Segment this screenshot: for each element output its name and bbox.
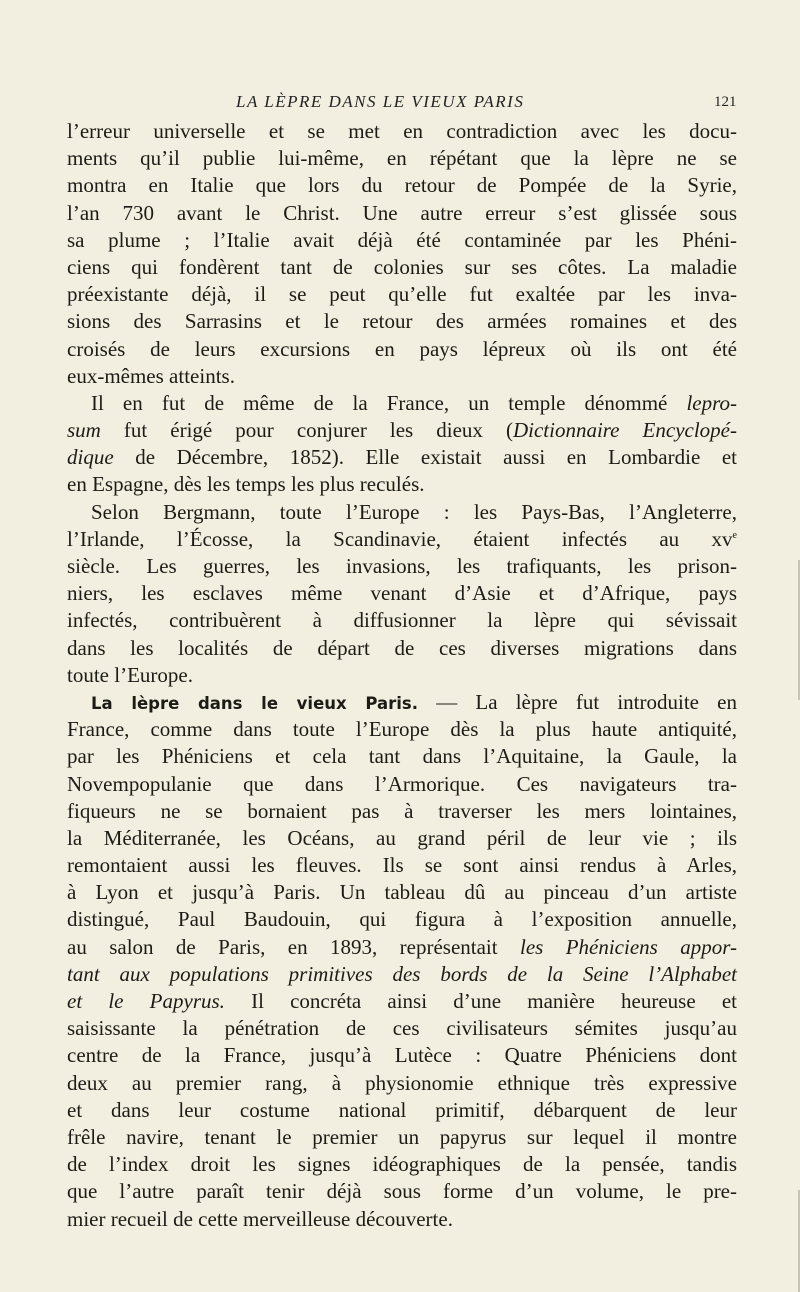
- text-line: infectés, contribuèrent à diffusionner la lèpre qui sévissait: [67, 608, 737, 633]
- text-line: mier recueil de cette merveilleuse découverte.: [67, 1206, 453, 1231]
- text-line: distingué, Paul Baudouin, qui figura à l’exposition annuelle,: [67, 907, 737, 932]
- text-run: de Décembre, 1852). Elle existait aussi en Lombardie et: [113, 445, 737, 470]
- text-line: fiqueurs ne se bornaient pas à traverser les mers lointaines,: [67, 798, 737, 823]
- italic-reference: dique: [67, 445, 114, 470]
- text-line: [67, 444, 737, 471]
- text-line: l’erreur universelle et se met en contradiction avec les docu-: [67, 119, 737, 143]
- text-line: Novempopulanie que dans l’Armorique. Ces navigateurs tra-: [67, 771, 737, 796]
- text-line: centre de la France, jusqu’à Lutèce : Quatre Phéniciens dont: [67, 1043, 737, 1068]
- text-line: eux-mêmes atteints.: [67, 363, 235, 388]
- text-line: montra en Italie que lors du retour de Pompée de la Syrie,: [67, 173, 737, 198]
- text-line: sions des Sarrasins et le retour des armées romaines et des: [67, 309, 737, 334]
- text-line: sa plume ; l’Italie avait déjà été contaminée par les Phéni-: [67, 227, 737, 252]
- text-run: fut érigé pour conjurer les dieux (: [100, 418, 513, 443]
- body-text: [67, 118, 737, 1233]
- text-line: remontaient aussi les fleuves. Ils se sont ainsi rendus à Arles,: [67, 853, 737, 878]
- text-line: l’an 730 avant le Christ. Une autre erreur s’est glissée sous: [67, 200, 737, 225]
- italic-reference: Dictionnaire Encyclopé-: [512, 418, 737, 443]
- text-line: préexistante déjà, il se peut qu’elle fut exaltée par les inva-: [67, 282, 737, 307]
- text-run: Il concréta ainsi d’une manière heureuse et: [224, 989, 737, 1013]
- text-line: à Lyon et jusqu’à Paris. Un tableau dû au pinceau d’un artiste: [67, 880, 737, 905]
- text-line: ments qu’il publie lui-même, en répétant que la lèpre ne se: [67, 146, 737, 171]
- text-line: dans les localités de départ de ces diverses migrations dans: [67, 635, 737, 660]
- text-line: [67, 934, 737, 961]
- text-line: en Espagne, dès les temps les plus reculés.: [67, 472, 425, 497]
- century-superscript: e: [732, 529, 737, 541]
- italic-term: lepro-: [686, 390, 737, 415]
- text-line: toute l’Europe.: [67, 662, 193, 687]
- text-line: ciens qui fondèrent tant de colonies sur ses côtes. La maladie: [67, 254, 737, 279]
- text-line: saisissante la pénétration de ces civilisateurs sémites jusqu’au: [67, 1016, 737, 1041]
- text-run: l’Irlande, l’Écosse, la Scandinavie, étaient infectés au xv: [67, 526, 733, 551]
- text-run: — La lèpre fut introduite en: [418, 689, 737, 714]
- text-line: que l’autre paraît tenir déjà sous forme d’un volume, le pre-: [67, 1179, 737, 1204]
- running-title: LA LÈPRE DANS LE VIEUX PARIS: [236, 92, 525, 111]
- text-line: [67, 689, 737, 716]
- text-line: croisés de leurs excursions en pays lépreux où ils ont été: [67, 336, 737, 361]
- text-run: Il en fut de même de la France, un temple dénommé: [91, 390, 687, 415]
- text-line: la Méditerranée, les Océans, au grand péril de leur vie ; ils: [67, 825, 737, 850]
- text-line: [67, 526, 737, 553]
- text-run: au salon de Paris, en 1893, représentait: [67, 934, 520, 959]
- text-line: et dans leur costume national primitif, débarquent de leur: [67, 1097, 737, 1122]
- page-number: 121: [714, 94, 737, 110]
- text-line: frêle navire, tenant le premier un papyrus sur lequel il montre: [67, 1124, 737, 1149]
- section-heading: La lèpre dans le vieux Paris.: [91, 693, 419, 713]
- text-line: deux au premier rang, à physionomie ethnique très expressive: [67, 1070, 737, 1095]
- text-line: de l’index droit les signes idéographiques de la pensée, tandis: [67, 1152, 737, 1177]
- text-line: [67, 417, 737, 444]
- italic-artwork-title: tant aux populations primitives des bords de la Seine l’Alphabet: [67, 961, 737, 986]
- italic-artwork-title: les Phéniciens appor-: [519, 934, 737, 959]
- text-line: Selon Bergmann, toute l’Europe : les Pays-Bas, l’Angleterre,: [91, 499, 737, 524]
- text-line: [67, 390, 737, 417]
- text-line: niers, les esclaves même venant d’Asie et d’Afrique, pays: [67, 581, 737, 606]
- text-line: par les Phéniciens et cela tant dans l’Aquitaine, la Gaule, la: [67, 744, 737, 769]
- text-line: France, comme dans toute l’Europe dès la plus haute antiquité,: [67, 717, 737, 742]
- italic-term: sum: [67, 418, 101, 443]
- text-line: siècle. Les guerres, les invasions, les trafiquants, les prison-: [67, 554, 737, 578]
- text-line: [67, 988, 737, 1015]
- italic-artwork-title: et le Papyrus.: [67, 989, 225, 1013]
